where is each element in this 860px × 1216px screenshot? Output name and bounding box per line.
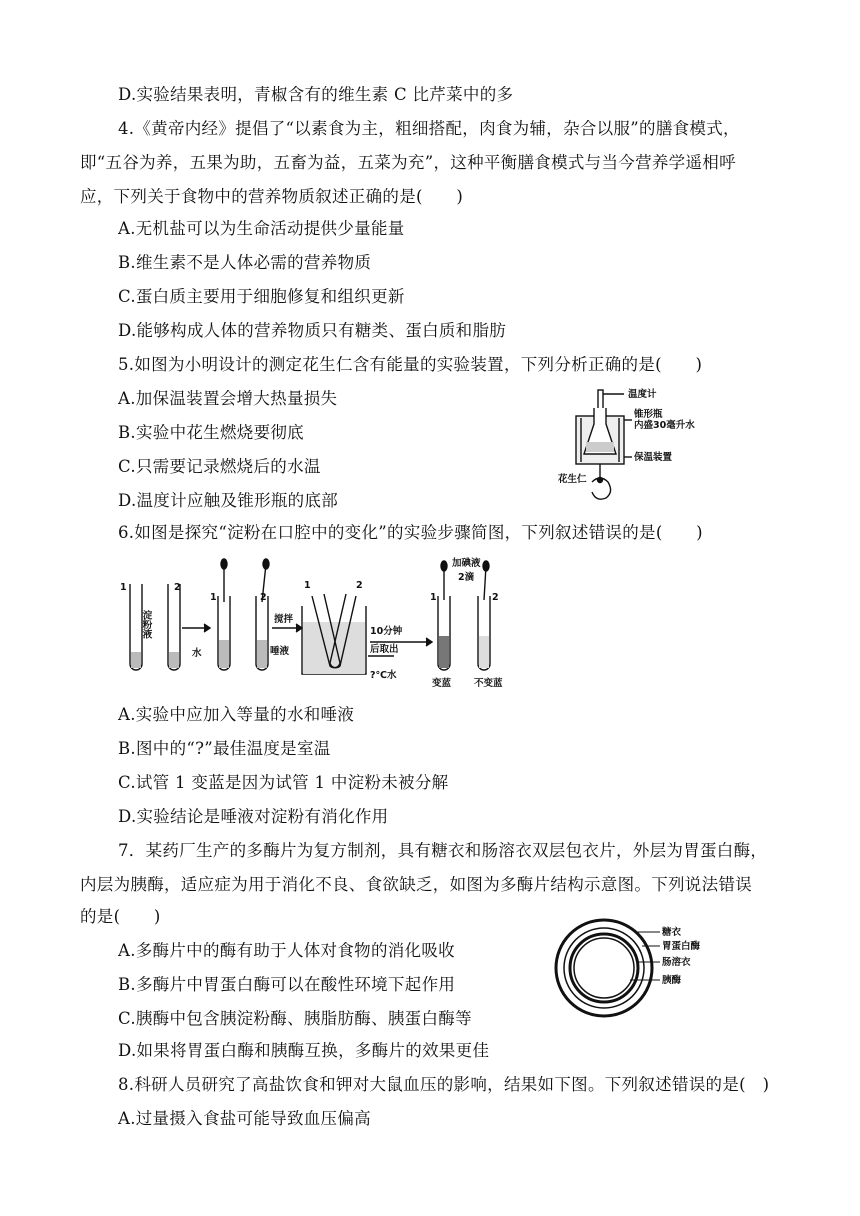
saliva-label: 唾液 [270,646,290,657]
q6-option-c: C.试管 1 变蓝是因为试管 1 中淀粉未被分解 [118,773,449,792]
enteric-coat-label: 肠溶衣 [662,957,691,968]
q7-option-a: A.多酶片中的酶有助于人体对食物的消化吸收 [118,941,455,960]
peanut-label: 花生仁 [558,474,587,485]
q8-option-a: A.过量摄入食盐可能导致血压偏高 [118,1109,371,1128]
q6-option-a: A.实验中应加入等量的水和唾液 [118,705,355,724]
pepsin-label: 胃蛋白酶 [662,941,701,952]
q5-option-d: D.温度计应触及锥形瓶的底部 [118,491,339,510]
q7-stem-line3: 的是( ) [80,907,161,926]
peanut-calorimeter-figure [548,384,718,506]
enzyme-tablet-figure [550,916,720,1020]
insulation-label: 保温装置 [634,452,673,463]
thermometer-label: 温度计 [628,389,657,400]
tube-1-number-step3: 1 [304,580,311,591]
tube-2-number-step2: 2 [260,592,267,603]
q8-stem: 8.科研人员研究了高盐饮食和钾对大鼠血压的影响，结果如下图。下列叙述错误的是( ) [118,1075,770,1094]
q7-option-c: C.胰酶中包含胰淀粉酶、胰脂肪酶、胰蛋白酶等 [118,1009,472,1028]
flask-water-label: 内盛30毫升水 [634,420,695,431]
starch-experiment-figure [108,556,528,690]
tube-1-number-step2: 1 [210,592,217,603]
water-label: 水 [192,648,202,659]
q4-option-c: C.蛋白质主要用于细胞修复和组织更新 [118,287,405,306]
q4-stem-line3: 应，下列关于食物中的营养物质叙述正确的是( ) [80,187,464,206]
water-bath-label: ?℃水 [370,670,397,681]
turns-blue-label: 变蓝 [432,678,452,689]
flask-label: 锥形瓶 [634,409,663,420]
q6-option-d: D.实验结论是唾液对淀粉有消化作用 [118,807,389,826]
starch-label: 淀粉液 [140,610,152,639]
take-out-label: 后取出 [370,644,399,655]
q3-option-d: D.实验结果表明，青椒含有的维生素 C 比芹菜中的多 [118,85,514,104]
q7-stem-line2: 内层为胰酶，适应症为用于消化不良、食欲缺乏，如图为多酶片结构示意图。下列说法错误 [80,875,752,894]
q5-option-c: C.只需要记录燃烧后的水温 [118,457,321,476]
q4-option-d: D.能够构成人体的营养物质只有糖类、蛋白质和脂肪 [118,321,507,340]
q4-stem-line2: 即“五谷为养，五果为助，五畜为益，五菜为充”，这种平衡膳食模式与当今营养学遥相呼 [80,153,736,172]
q5-option-b: B.实验中花生燃烧要彻底 [118,423,304,442]
q5-option-a: A.加保温装置会增大热量损失 [118,389,338,408]
q5-stem: 5.如图为小明设计的测定花生仁含有能量的实验装置，下列分析正确的是( ) [118,355,703,374]
time-label: 10分钟 [370,626,403,637]
q4-stem-line1: 4.《黄帝内经》提倡了“以素食为主，粗细搭配，肉食为辅，杂合以服”的膳食模式， [118,119,740,138]
stir-label: 搅拌 [274,614,294,625]
q7-stem-line1: 7．某药厂生产的多酶片为复方制剂，具有糖衣和肠溶衣双层包衣片，外层为胃蛋白酶， [118,841,768,860]
pancreatin-label: 胰酶 [662,975,682,986]
q7-option-d: D.如果将胃蛋白酶和胰酶互换，多酶片的效果更佳 [118,1041,490,1060]
not-blue-label: 不变蓝 [474,678,503,689]
q7-option-b: B.多酶片中胃蛋白酶可以在酸性环境下起作用 [118,975,456,994]
tube-1-number: 1 [120,582,127,593]
q4-option-b: B.维生素不是人体必需的营养物质 [118,253,372,272]
iodine-drops-label: 2滴 [458,572,475,583]
q6-option-b: B.图中的“?”最佳温度是室温 [118,739,331,758]
tube-2-number-step4: 2 [492,592,499,603]
q4-option-a: A.无机盐可以为生命活动提供少量能量 [118,219,405,238]
q6-stem: 6.如图是探究“淀粉在口腔中的变化”的实验步骤简图，下列叙述错误的是( ) [118,523,703,542]
sugar-coat-label: 糖衣 [662,927,682,938]
iodine-label: 加碘液 [452,558,481,569]
tube-2-number: 2 [174,582,181,593]
tube-1-number-step4: 1 [430,592,437,603]
tube-2-number-step3: 2 [356,580,363,591]
